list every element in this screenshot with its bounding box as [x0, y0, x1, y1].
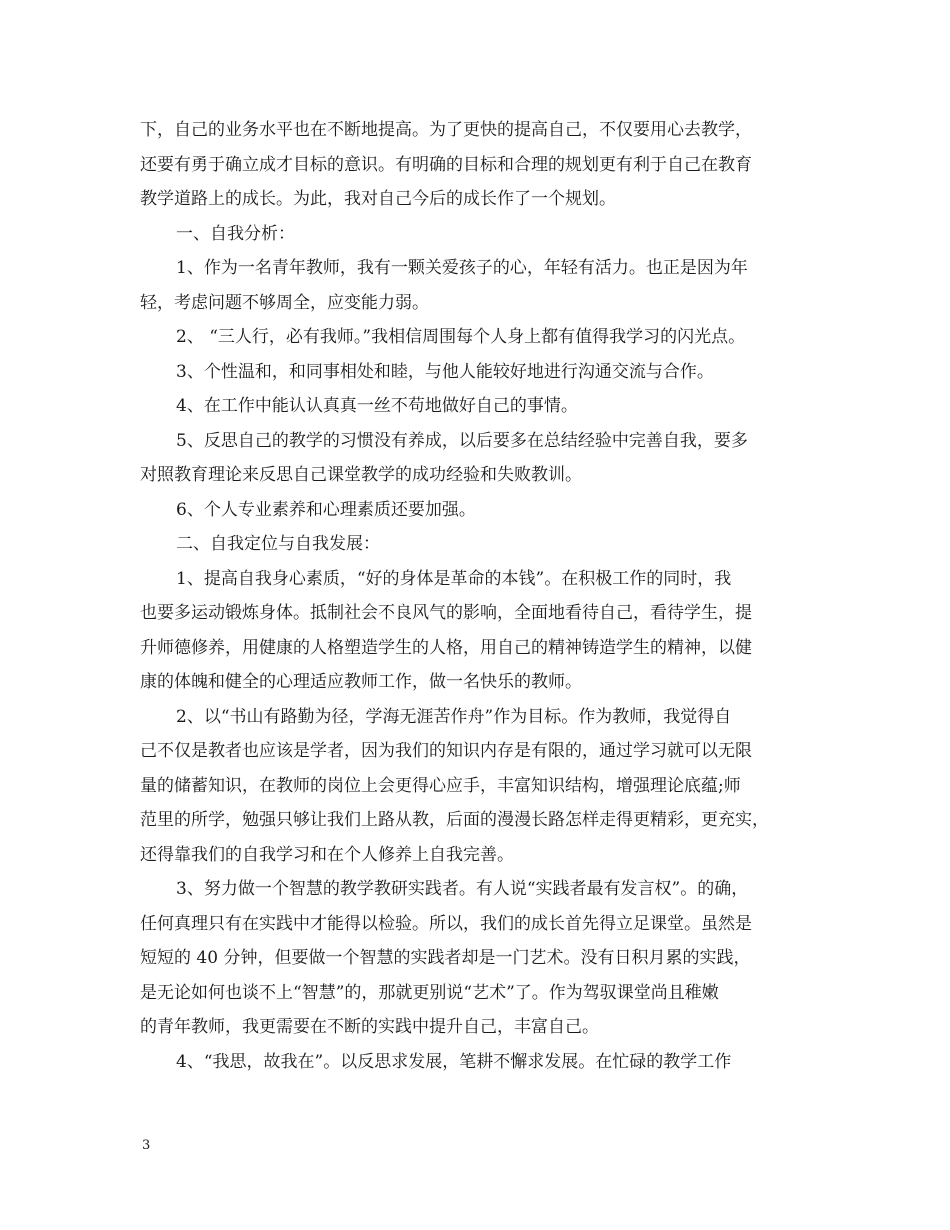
text-line: 4、“我思，故我在”。以反思求发展，笔耕不懈求发展。在忙碌的教学工作 [176, 1051, 732, 1072]
text-line: 下，自己的业务水平也在不断地提高。为了更快的提高自己，不仅要用心去教学， [140, 120, 752, 140]
text-line: 康的体魄和健全的心理适应教师工作，做一名快乐的教师。 [140, 672, 582, 692]
text-line: 对照教育理论来反思自己课堂教学的成功经验和失败教训。 [140, 465, 582, 485]
text-line: 3、个性温和，和同事相处和睦，与他人能较好地进行沟通交流与合作。 [176, 361, 714, 382]
text-line: 是无论如何也谈不上“智慧”的，那就更别说“艺术”了。作为驾驭课堂尚且稚嫩 [140, 982, 719, 1003]
text-line: 升师德修养，用健康的人格塑造学生的人格，用自己的精神铸造学生的精神，以健 [140, 637, 752, 658]
text-line: 6、个人专业素养和心理素质还要加强。 [176, 499, 476, 520]
text-line: 己不仅是教者也应该是学者，因为我们的知识内存是有限的，通过学习就可以无限 [140, 741, 752, 761]
text-line: 轻，考虑问题不够周全，应变能力弱。 [140, 292, 429, 313]
text-line: 1、作为一名青年教师，我有一颗关爱孩子的心，年轻有活力。也正是因为年 [176, 258, 748, 278]
text-line: 1、提高自我身心素质，“好的身体是革命的本钱”。在积极工作的同时，我 [176, 568, 732, 589]
text-line: 短短的 40 分钟，但要做一个智慧的实践者却是一门艺术。没有日积月累的实践， [140, 948, 751, 968]
text-line: 也要多运动锻炼身体。抵制社会不良风气的影响，全面地看待自己，看待学生，提 [140, 603, 752, 623]
text-line: 2、 “三人行，必有我师。”我相信周围每个人身上都有值得我学习的闪光点。 [176, 327, 746, 347]
text-line: 5、反思自己的教学的习惯没有养成，以后要多在总结经验中完善自我，要多 [176, 430, 748, 451]
page-number: 3 [142, 1138, 151, 1153]
document-body [140, 113, 830, 1079]
text-line: 教学道路上的成长。为此，我对自己今后的成长作了一个规划。 [140, 189, 616, 209]
text-line: 量的储蓄知识，在教师的岗位上会更得心应手，丰富知识结构，增强理论底蕴;师 [140, 775, 741, 796]
text-line: 任何真理只有在实践中才能得以检验。所以，我们的成长首先得立足课堂。虽然是 [140, 913, 752, 934]
text-line: 一、自我分析： [176, 223, 295, 244]
text-line: 还得靠我们的自我学习和在个人修养上自我完善。 [140, 844, 514, 865]
text-line: 范里的所学，勉强只够让我们上路从教，后面的漫漫长路怎样走得更精彩，更充实， [140, 810, 769, 830]
text-line: 3、努力做一个智慧的教学教研实践者。有人说“实践者最有发言权”。的确， [176, 879, 749, 899]
text-line: 二、自我定位与自我发展： [176, 534, 380, 554]
text-line: 还要有勇于确立成才目标的意识。有明确的目标和合理的规划更有利于自己在教育 [140, 154, 752, 175]
text-line: 2、以“书山有路勤为径，学海无涯苦作舟”作为目标。作为教师，我觉得自 [176, 706, 732, 727]
text-line: 的青年教师，我更需要在不断的实践中提升自己，丰富自己。 [140, 1017, 599, 1037]
text-line: 4、在工作中能认认真真一丝不苟地做好自己的事情。 [176, 396, 578, 416]
